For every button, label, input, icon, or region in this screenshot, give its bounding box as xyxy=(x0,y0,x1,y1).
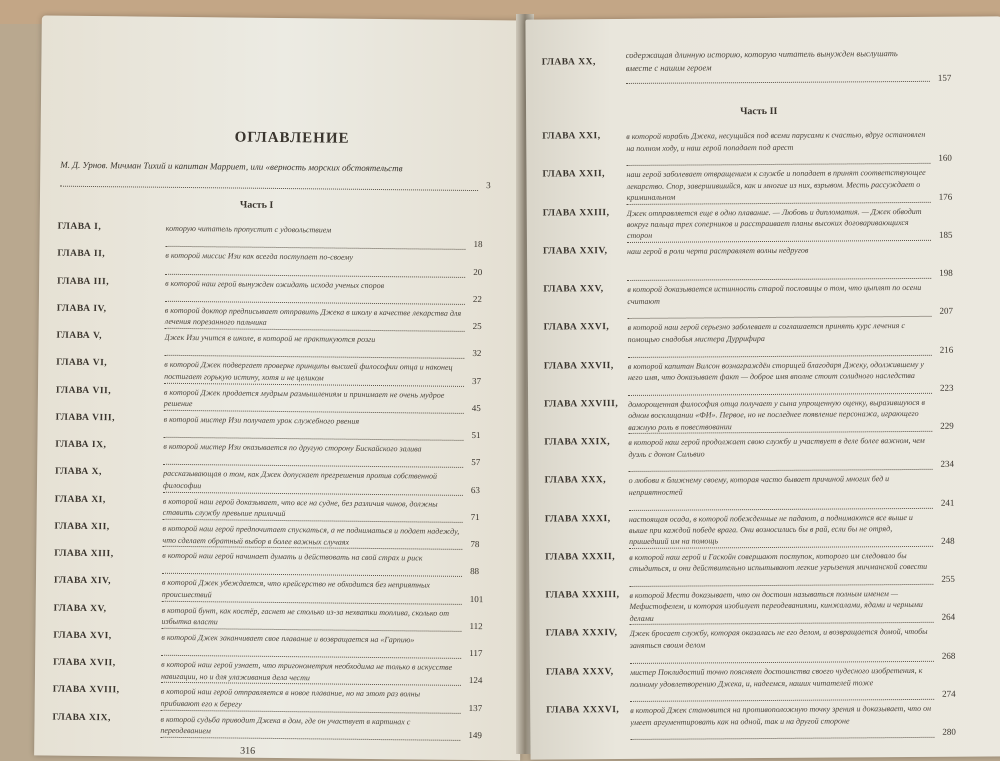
chapter-label: ГЛАВА XX, xyxy=(541,57,596,68)
chapter-description: наш герой заболевает отвращением к службе и попадает в принят соответствующее лекарство. Спор, завершившийся, как и многие из них, взрывом. Месть рассуждает о криминальном xyxy=(626,168,926,203)
chapter-description: в которой наш герой отправляется в новое плавание, но на этот раз волны прибивают его к берегу xyxy=(160,687,421,709)
chapter-label: ГЛАВА XII, xyxy=(54,521,110,533)
chapter-page: 234 xyxy=(940,458,955,470)
chapter-page: 280 xyxy=(942,726,956,737)
chapter-page: 137 xyxy=(468,702,483,713)
chapter-page: 25 xyxy=(472,321,482,332)
chapter-description: в которой Джек подвергает проверке принципы высшей философии отца и наконец постигает горькую истину, хотя и не целиком xyxy=(164,360,453,383)
chapter-page: 57 xyxy=(471,457,481,468)
chapter-label: ГЛАВА XXVIII, xyxy=(544,398,619,410)
chapter-label: ГЛАВА XI, xyxy=(54,494,106,505)
chapter-page: 223 xyxy=(939,382,954,393)
page-number: 316 xyxy=(240,745,256,757)
chapter-description: содержащая длинную историю, которую читатель вынужден выслушать вместе с нашим героем xyxy=(625,48,898,73)
chapter-page: 229 xyxy=(940,420,954,431)
chapter-label: ГЛАВА II, xyxy=(57,248,106,260)
chapter-label: ГЛАВА XXXI, xyxy=(544,513,611,525)
chapter-label: ГЛАВА XXIX, xyxy=(544,437,611,448)
chapter-page: 216 xyxy=(939,344,954,355)
chapter-description: в которой Джек становится на противоположную точку зрения и доказывает, что он умеет аргументировать как на одной, так и на другой стороне xyxy=(630,703,932,727)
chapter-description: в которой корабль Джека, несущийся под всеми парусами к счастью, вдруг остановлен на полном ходу, и наш герой попадает под арест xyxy=(626,129,926,153)
chapter-label: ГЛАВА XXX, xyxy=(544,475,607,486)
chapter-label: ГЛАВА XXII, xyxy=(542,169,606,180)
chapter-page: 207 xyxy=(939,305,954,317)
chapter-label: ГЛАВА XIX, xyxy=(52,712,111,723)
chapter-page: 101 xyxy=(469,593,484,604)
chapter-page: 117 xyxy=(469,648,483,659)
right-page xyxy=(525,16,1000,759)
chapter-label: ГЛАВА IV, xyxy=(56,303,107,314)
chapter-label: ГЛАВА XXIV, xyxy=(543,245,608,257)
intro-entry xyxy=(60,158,480,176)
chapter-page: 198 xyxy=(939,267,953,278)
chapter-page: 63 xyxy=(470,484,480,495)
chapter-description: мистер Поклидостий точно поясняет достоинства своего чудесного изобретения, к полному удовлетворению Джека, и, надеемся, наших читателей тоже xyxy=(629,665,923,689)
chapter-description: настоящая осада, в которой побежденные не падают, а поднимаются все выше и выше при каждой победе врага. Они возносились бы в рай, если бы не отряд, пришедший им на помощь xyxy=(628,512,913,547)
chapter-label: ГЛАВА XXXIII, xyxy=(545,590,620,601)
chapter-description: в которой наш герой узнает, что тригонометрия необходима не только в искусстве навигации, но и для улаживания дела чести xyxy=(160,659,453,683)
chapter-label: ГЛАВА XXXII, xyxy=(545,551,616,563)
chapter-description: в которой доказывается истинность старой пословицы о том, что цыплят по осени считают xyxy=(627,282,922,306)
chapter-description: Джек отправляется еще в одно плавание. — Любовь и дипломатия. — Джек обводит вокруг пальца трех соперников и расстраивает планы высоких договаривающихся сторон xyxy=(626,206,922,241)
chapter-page: 88 xyxy=(470,566,480,577)
chapter-description: доморощенная философия отца получает у сына упрощенную оценку, выразившуюся в одном восклицании «ФИ». Первое, но не последнее появление персонажа, играющего важную роль в повествовании xyxy=(628,397,926,432)
chapter-description: рассказывающая о том, как Джек допускает прегрешения против собственной философии xyxy=(162,469,438,491)
chapter-page: 160 xyxy=(938,152,952,164)
toc-title: ОГЛАВЛЕНИЕ xyxy=(234,129,350,147)
chapter-label: ГЛАВА I, xyxy=(57,221,102,233)
chapter-page: 274 xyxy=(942,688,956,699)
intro-text: М. Д. Урнов. Мичман Тихий и капитан Марриет, или «верность морских обстоятельств xyxy=(60,159,403,174)
chapter-label: ГЛАВА III, xyxy=(57,276,110,287)
chapter-label: ГЛАВА VI, xyxy=(56,357,108,369)
chapter-page: 255 xyxy=(941,573,955,584)
chapter-description: в которой наш герой предпочитает спускаться, а не подниматься и подает надежду, что сделает обратный выбор в более важных случаях xyxy=(162,523,460,547)
intro-page: 3 xyxy=(486,180,491,191)
chapter-label: ГЛАВА XXXVI, xyxy=(546,704,620,716)
chapter-description: о любови к ближнему своему, которая часто бывает причиной многих бед и неприятностей xyxy=(628,474,890,498)
chapter-label: ГЛАВА XXI, xyxy=(542,131,601,142)
chapter-page: 185 xyxy=(938,229,953,240)
chapter-page: 51 xyxy=(471,430,481,441)
chapter-page: 176 xyxy=(938,191,953,202)
chapter-page: 37 xyxy=(472,375,482,386)
chapter-page: 71 xyxy=(470,511,480,522)
chapter-description: в которой мистер Изи получает урок служебного рвения xyxy=(163,414,360,426)
chapter-page: 264 xyxy=(941,611,956,623)
chapter-page: 157 xyxy=(937,72,952,83)
chapter-description: в которой Джек продается мудрым размышлениям и принимает не очень мудрое решение xyxy=(163,387,445,409)
chapter-label: ГЛАВА X, xyxy=(55,466,102,478)
chapter-label: ГЛАВА XXV, xyxy=(543,284,604,295)
chapter-description: в которой миссис Изи как всегда поступает по-своему xyxy=(165,251,354,262)
chapter-label: ГЛАВА IX, xyxy=(55,439,107,451)
chapter-page: 18 xyxy=(473,239,483,250)
chapter-description: в которой наш герой доказывает, что все на судне, без различия чинов, должны ставить службу превыше приличий xyxy=(162,496,438,519)
chapter-page: 22 xyxy=(472,293,482,304)
chapter-label: ГЛАВА XXXV, xyxy=(545,666,614,678)
chapter-description: которую читатель пропустит с удовольствием xyxy=(165,223,332,235)
chapter-label: ГЛАВА XXXIV, xyxy=(545,628,618,639)
chapter-label: ГЛАВА VIII, xyxy=(55,412,116,424)
chapter-label: ГЛАВА XVI, xyxy=(53,630,112,642)
intro-leader xyxy=(60,186,478,191)
chapter-label: ГЛАВА XV, xyxy=(53,603,107,614)
chapter-description: Джек Изи учится в школе, в которой не практикуются розги xyxy=(164,332,376,345)
part-label: Часть II xyxy=(740,105,778,118)
chapter-label: ГЛАВА V, xyxy=(56,330,103,342)
chapter-description: в которой капитан Вилсон вознаграждён сторицей благодаря Джеку, одолжившему у него имя, что доказывает факт — доброе имя вполне стоит солидного наследства xyxy=(627,359,924,382)
chapter-page: 45 xyxy=(471,402,481,413)
left-page xyxy=(34,15,528,760)
chapter-label: ГЛАВА XIV, xyxy=(53,576,112,587)
chapter-description: в которой бунт, как костёр, гаснет не столько из-за нехватки топлива, сколько от избытка власти xyxy=(161,605,450,627)
chapter-label: ГЛАВА XXIII, xyxy=(542,207,610,219)
chapter-page: 268 xyxy=(941,650,956,661)
chapter-description: в которой Джек убеждается, что крейсерство не обходится без неприятных происшествий xyxy=(161,578,431,600)
chapter-description: в которой Мести доказывает, что он достоин называться полным именем — Мефистофелем, и которая изобилует переодеваниями, кинжалами, ядами и черными делами xyxy=(629,589,923,623)
chapter-description: в которой наш герой продолжает свою службу и участвует в деле более важном, чем дуэль с доном Сильвио xyxy=(628,435,925,459)
chapter-description: Джек бросает службу, которая оказалась не его делом, и возвращается домой, чтобы заняться своим делом xyxy=(629,627,928,651)
chapter-leader xyxy=(626,81,930,84)
chapter-page: 241 xyxy=(940,497,955,508)
chapter-label: ГЛАВА XVIII, xyxy=(52,685,120,696)
chapter-page: 78 xyxy=(470,539,480,550)
chapter-label: ГЛАВА XIII, xyxy=(54,548,114,560)
chapter-description: в которой наш герой начинает думать и действовать на свой страх и риск xyxy=(162,550,423,563)
chapter-label: ГЛАВА XVII, xyxy=(53,657,116,669)
part-label: Часть I xyxy=(239,199,274,211)
chapter-description: в которой Джек заканчивает свое плавание и возвращается на «Гарпию» xyxy=(161,632,415,645)
chapter-label: ГЛАВА XXVI, xyxy=(543,322,610,333)
chapter-description: в которой судьба приводит Джека в дом, где он участвует в картинах с переодеванием xyxy=(160,714,411,736)
chapter-description: в которой мистер Изи оказывается по другую сторону Бискайского залива xyxy=(163,441,422,454)
chapter-description: наш герой в роли черта растравляет волны недругов xyxy=(627,245,809,256)
chapter-description: в которой наш герой серьезно заболевает и соглашается принять курс лечения с помощью снадобья мистера Дуррифира xyxy=(627,321,905,345)
chapter-description: в которой наш герой вынужден ожидать исхода ученых споров xyxy=(165,278,385,290)
chapter-page: 112 xyxy=(469,620,483,632)
chapter-label: ГЛАВА VII, xyxy=(55,385,112,396)
chapter-page: 124 xyxy=(468,675,483,686)
chapter-page: 20 xyxy=(473,266,483,277)
chapter-page: 248 xyxy=(941,535,955,546)
chapter-page: 32 xyxy=(472,348,482,359)
chapter-label: ГЛАВА XXVII, xyxy=(543,360,614,372)
chapter-description: в которой доктор предписывает отправить Джека в школу в качестве лекарства для лечения порезанного пальчика xyxy=(164,305,462,328)
chapter-page: 149 xyxy=(468,729,482,741)
chapter-description: в которой наш герой и Гаскойн совершают поступок, которого им следовало бы стыдиться, и они действительно испытывают легкие угрызения мичманской совести xyxy=(629,550,928,574)
